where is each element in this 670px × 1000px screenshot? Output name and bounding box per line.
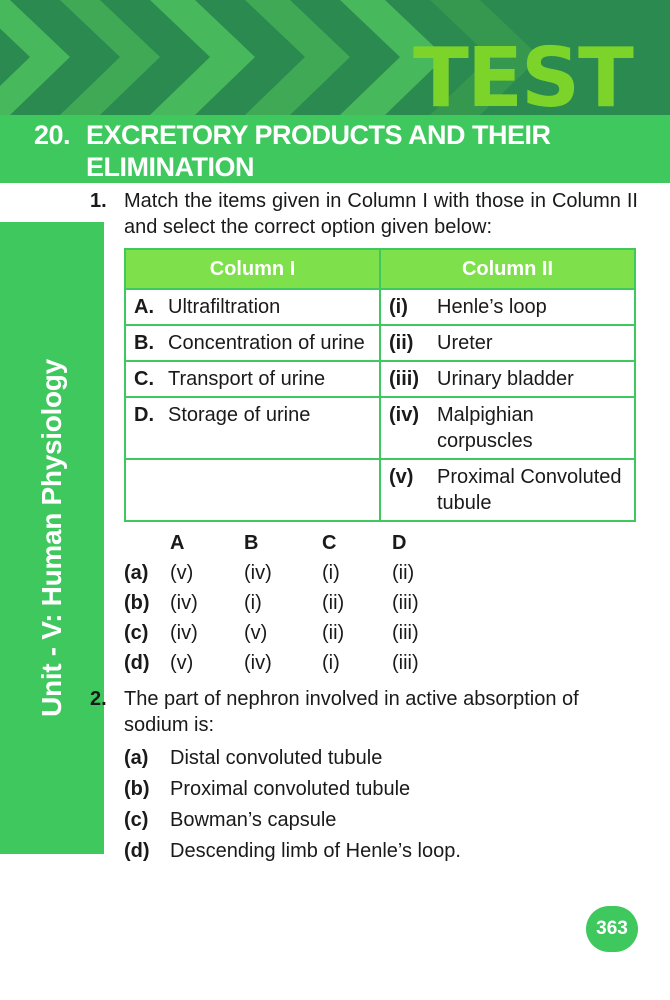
row-label: (v) (389, 466, 414, 488)
option-value: (ii) (392, 562, 415, 584)
test-heading: TEST (413, 31, 632, 115)
option-header: C (322, 532, 337, 554)
chapter-number: 20. (34, 120, 71, 150)
option-item[interactable] (124, 742, 638, 773)
row-label: D. (134, 404, 154, 426)
row-text: Ultrafiltration (168, 296, 281, 318)
option-text: Distal convoluted tubule (170, 746, 383, 769)
row-text: Malpighian corpuscles (437, 404, 534, 452)
option-label[interactable]: (c) (124, 622, 149, 644)
table-row (125, 459, 635, 521)
question-content (90, 188, 638, 866)
option-value: (iii) (392, 622, 419, 644)
option-value: (iii) (392, 652, 419, 674)
table-row (125, 397, 635, 459)
row-label: C. (134, 368, 154, 390)
row-text: Urinary bladder (437, 368, 574, 390)
question-1 (90, 188, 638, 240)
row-label: A. (134, 296, 154, 318)
row-text: Concentration of urine (168, 332, 365, 354)
column-2-header: Column II (380, 249, 635, 289)
option-value: (iv) (170, 622, 198, 644)
option-label[interactable]: (d) (124, 652, 150, 674)
header-banner (0, 0, 670, 115)
option-header: B (244, 532, 259, 554)
table-row (125, 289, 635, 325)
row-text: Henle’s loop (437, 296, 547, 318)
option-value: (v) (170, 652, 194, 674)
option-label[interactable]: (a) (124, 562, 149, 584)
chapter-title-line1: EXCRETORY PRODUCTS AND THEIR (86, 120, 551, 150)
option-header: A (170, 532, 185, 554)
question-2-options (124, 742, 638, 866)
question-1-options (124, 530, 638, 676)
option-label[interactable]: (b) (124, 592, 150, 614)
chapter-title-line2: ELIMINATION (86, 152, 254, 182)
option-value: (ii) (322, 622, 345, 644)
page-number-badge: 363 (586, 906, 638, 952)
option-label: (c) (124, 808, 149, 831)
row-label: B. (134, 332, 154, 354)
option-header: D (392, 532, 407, 554)
option-item[interactable] (124, 835, 638, 866)
option-value: (i) (244, 592, 262, 614)
row-text: Storage of urine (168, 404, 311, 426)
question-text: Match the items given in Column I with those in Column II and select the correct option given below: (124, 190, 638, 238)
row-text: Proximal Convoluted tubule (437, 466, 622, 514)
column-1-header: Column I (125, 249, 380, 289)
option-label: (a) (124, 746, 149, 769)
option-value: (iv) (244, 652, 272, 674)
option-label: (d) (124, 839, 150, 862)
option-value: (iv) (170, 592, 198, 614)
option-value: (iii) (392, 592, 419, 614)
option-value: (v) (170, 562, 194, 584)
option-item[interactable] (124, 804, 638, 835)
option-text: Proximal convoluted tubule (170, 777, 411, 800)
table-row (125, 361, 635, 397)
match-table (124, 248, 636, 522)
row-label: (ii) (389, 332, 414, 354)
option-value: (v) (244, 622, 268, 644)
option-text: Descending limb of Henle’s loop. (170, 839, 461, 862)
row-text: Transport of urine (168, 368, 326, 390)
option-value: (i) (322, 652, 340, 674)
table-row (125, 325, 635, 361)
row-text: Ureter (437, 332, 493, 354)
option-value: (iv) (244, 562, 272, 584)
option-value: (ii) (322, 592, 345, 614)
question-number: 2. (90, 688, 107, 710)
row-label: (iv) (389, 404, 419, 426)
option-label: (b) (124, 777, 150, 800)
option-value: (i) (322, 562, 340, 584)
question-2 (90, 686, 638, 738)
row-label: (iii) (389, 368, 419, 390)
option-text: Bowman’s capsule (170, 808, 337, 831)
row-label: (i) (389, 296, 408, 318)
chapter-title (34, 119, 654, 183)
unit-label: Unit - V: Human Physiology (36, 359, 67, 717)
question-text: The part of nephron involved in active absorption of sodium is: (124, 688, 579, 736)
option-item[interactable] (124, 773, 638, 804)
question-number: 1. (90, 190, 107, 212)
